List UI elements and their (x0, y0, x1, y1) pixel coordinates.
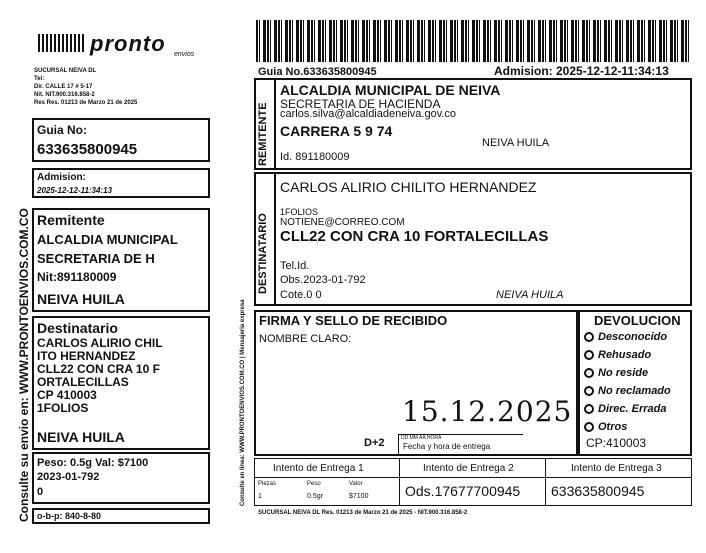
devolucion-item-label: Rehusado (598, 349, 652, 361)
intento-3: Intento de Entrega 3 (571, 463, 662, 474)
devolucion-option-direc-errada[interactable] (584, 403, 666, 415)
fecha-label: Fecha y hora de entrega (403, 442, 491, 451)
guia-label: Guia No: (37, 123, 87, 137)
devolucion-item-label: Otros (598, 421, 628, 433)
remitente-line: SECRETARIA DE H (37, 251, 155, 266)
tel-text: Tel: (34, 76, 45, 82)
admision-value: 2025-12-12-11:34:13 (37, 186, 113, 195)
destinatario-line: CP 410003 (37, 388, 97, 402)
logo-subtext: envios (174, 51, 195, 58)
dir-text: Dir. CALLE 17 # 5-17 (34, 84, 93, 90)
radio-icon (584, 332, 594, 342)
ods-number: Ods.17677700945 (405, 483, 521, 499)
destinatario-box (32, 316, 210, 450)
devolucion-item-label: No reclamado (598, 385, 671, 397)
destinatario-vertical-label: DESTINATARIO (257, 213, 269, 294)
destinatario-line: 1FOLIOS (37, 401, 89, 415)
barcode-admision: Admision: 2025-12-12-11:34:13 (494, 64, 669, 78)
piezas-value: 0.5gr (307, 493, 323, 500)
destinatario-section (254, 172, 692, 306)
piezas-header: Piezas (258, 481, 277, 487)
obs-line: 2023-01-792 (37, 471, 100, 483)
intento-2: Intento de Entrega 2 (423, 463, 514, 474)
devolucion-title: DEVOLUCION (594, 313, 681, 328)
piezas-header: Valor (349, 481, 363, 487)
rem-id: Id. 891180009 (280, 151, 350, 163)
dest-name: CARLOS ALIRIO CHILITO HERNANDEZ (280, 179, 537, 195)
guia-number: 633635800945 (37, 141, 138, 158)
devolucion-option-otros[interactable] (584, 421, 627, 433)
cp-label: CP:410003 (586, 436, 647, 450)
d2-label: D+2 (364, 437, 385, 449)
destinatario-line: ORTALECILLAS (37, 375, 129, 389)
devolucion-item-label: No reside (598, 367, 649, 379)
remitente-line: Nit:891180009 (37, 270, 117, 284)
barcode (256, 20, 692, 62)
remitente-city: NEIVA HUILA (37, 291, 125, 307)
destinatario-line: ITO HERNANDEZ (37, 349, 136, 363)
remitente-box (32, 208, 210, 312)
piezas-value: 1 (258, 493, 262, 500)
dest-tel: Tel.Id. (280, 260, 310, 272)
devolucion-section (578, 310, 692, 456)
devolucion-option-desconocido[interactable] (584, 331, 667, 343)
peso-box (32, 452, 210, 504)
dest-email: NOTIENE@CORREO.COM (280, 217, 405, 228)
destinatario-label: Destinatario (37, 320, 118, 336)
nombre-claro: NOMBRE CLARO: (259, 333, 352, 345)
peso-line: Peso: 0.5g Val: $7100 (37, 457, 149, 469)
dest-obs: Obs.2023-01-792 (280, 274, 366, 286)
piezas-value: $7100 (349, 493, 369, 500)
bottom-code: o-b-p: 840-8-80 (37, 511, 102, 521)
fecha-box (398, 434, 523, 455)
guia-box (32, 118, 210, 162)
devolucion-item-label: Direc. Errada (598, 403, 667, 415)
rem-name: ALCALDIA MUNICIPAL DE NEIVA (280, 82, 501, 98)
radio-icon (584, 350, 594, 360)
res-text: Res Res. 01213 de Marzo 21 de 2025 (34, 100, 138, 106)
radio-icon (584, 368, 594, 378)
devolucion-option-no-reclamado[interactable] (584, 385, 671, 397)
logo (32, 28, 208, 58)
radio-icon (584, 422, 594, 432)
side-vertical-text: Consulte en linea: WWW.PRONTOENVIOS.COM.CO | Mensajeria expresa (240, 299, 246, 506)
devolucion-item-label: Desconocido (598, 331, 668, 343)
devolucion-option-rehusado[interactable] (584, 349, 651, 361)
rem-city: NEIVA HUILA (482, 137, 550, 149)
dest-cote: Cote.0 0 (280, 289, 322, 301)
handwritten-date: 15.12.2025 (402, 395, 573, 428)
destinatario-city: NEIVA HUILA (37, 429, 125, 445)
destinatario-line: CARLOS ALIRIO CHIL (37, 336, 163, 350)
dest-city: NEIVA HUILA (496, 289, 564, 301)
admision-box (32, 168, 210, 198)
admision-label: Admision: (37, 172, 86, 183)
rem-address: CARRERA 5 9 74 (280, 123, 393, 139)
guia-box-number: 633635800945 (551, 483, 645, 499)
fecha-header: DD MM AA HORA (401, 435, 442, 441)
radio-icon (584, 386, 594, 396)
remitente-section (254, 78, 692, 170)
nit-text: Nit. NIT.900.316.858-2 (34, 92, 95, 98)
dest-address: CLL22 CON CRA 10 FORTALECILLAS (280, 228, 549, 245)
remitente-line: ALCALDIA MUNICIPAL (37, 232, 178, 247)
dest-folios: 1FOLIOS (280, 207, 319, 217)
piezas-header: Peso (307, 481, 321, 487)
logo-text: pronto (90, 31, 166, 56)
sucursal-text: SUCURSAL NEIVA DL (34, 68, 97, 74)
rem-email: carlos.silva@alcaldiadeneiva.gov.co (280, 108, 457, 120)
intento-1: Intento de Entrega 1 (273, 463, 364, 474)
devolucion-option-no-reside[interactable] (584, 367, 648, 379)
barcode-guia-label: Guia No.633635800945 (258, 66, 377, 78)
remitente-label: Remitente (37, 212, 105, 228)
consulte-vertical-text: Consulte su envio en: WWW.PRONTOENVIOS.COM.CO (17, 208, 31, 522)
remitente-vertical-label: REMITENTE (257, 102, 269, 166)
intentos-section (254, 458, 692, 506)
radio-icon (584, 404, 594, 414)
rem-dept: SECRETARIA DE HACIENDA (280, 97, 441, 111)
bottom-code-box (32, 508, 210, 524)
footer-text: SUCURSAL NEIVA DL Res. 01213 de Marzo 21 de 2025 - NIT.900.316.858-2 (258, 510, 468, 516)
zero-line: 0 (37, 486, 44, 498)
destinatario-line: CLL22 CON CRA 10 F (37, 362, 160, 376)
firma-title: FIRMA Y SELLO DE RECIBIDO (259, 313, 448, 328)
firma-section (254, 310, 578, 456)
